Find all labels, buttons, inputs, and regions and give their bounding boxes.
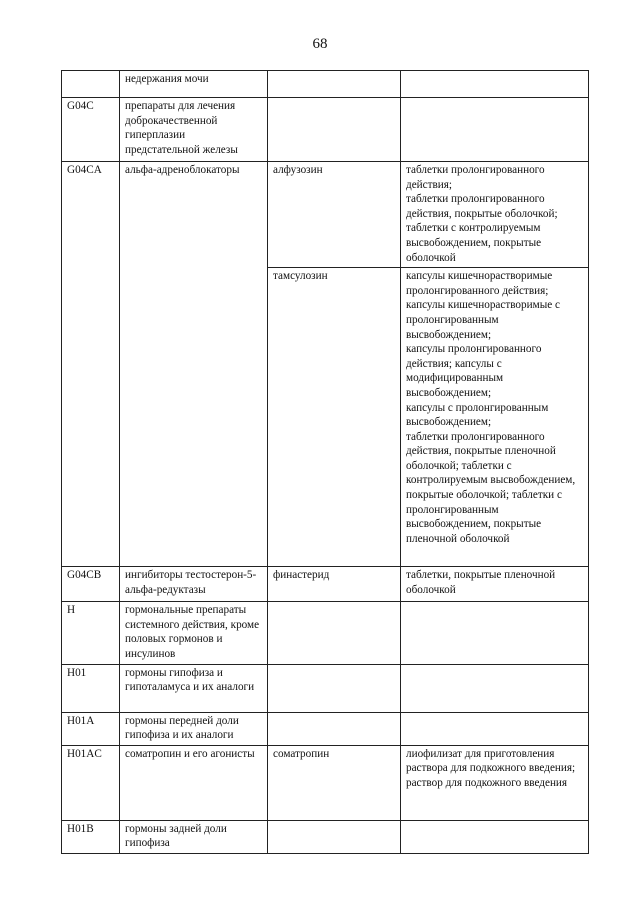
drug-table xyxy=(61,70,589,854)
drug-name-cell: тамсулозин xyxy=(268,268,401,567)
atc-code-cell: H xyxy=(62,602,120,664)
dosage-form-cell xyxy=(401,664,589,712)
drug-name-cell xyxy=(268,664,401,712)
group-name-cell: альфа-адреноблокаторы xyxy=(120,162,268,567)
dosage-form-cell: таблетки, покрытые пленочной оболочкой xyxy=(401,567,589,602)
group-name-cell: недержания мочи xyxy=(120,71,268,98)
table-row xyxy=(62,98,589,162)
dosage-form-cell: лиофилизат для приготовления раствора для подкожного введения; раствор для подкожного введения xyxy=(401,745,589,820)
table-row xyxy=(62,71,589,98)
table-row xyxy=(62,664,589,712)
group-name-cell: соматропин и его агонисты xyxy=(120,745,268,820)
group-name-cell: гормоны передней доли гипофиза и их аналоги xyxy=(120,712,268,745)
atc-code-cell xyxy=(62,71,120,98)
group-name-cell: ингибиторы тестостерон-5-альфа-редуктазы xyxy=(120,567,268,602)
atc-code-cell: G04C xyxy=(62,98,120,162)
table-row xyxy=(62,602,589,664)
atc-code-cell: G04CB xyxy=(62,567,120,602)
dosage-form-cell xyxy=(401,602,589,664)
atc-code-cell: H01AC xyxy=(62,745,120,820)
drug-name-cell xyxy=(268,602,401,664)
group-name-cell: гормоны гипофиза и гипоталамуса и их аналоги xyxy=(120,664,268,712)
atc-code-cell: H01 xyxy=(62,664,120,712)
group-name-cell: препараты для лечения доброкачественной гиперплазии предстательной железы xyxy=(120,98,268,162)
atc-code-cell: G04CA xyxy=(62,162,120,567)
group-name-cell: гормоны задней доли гипофиза xyxy=(120,820,268,853)
drug-name-cell xyxy=(268,712,401,745)
atc-code-cell: H01B xyxy=(62,820,120,853)
dosage-form-cell: капсулы кишечнорастворимые пролонгированного действия; капсулы кишечнорастворимые с пролонгированным высвобождением; капсулы пролонгированного действия; капсулы с модифицированным высвобождением; капсулы с пролонгированным высвобождением; таблетки пролонгированного действия, покрытые пленочной оболочкой; таблетки с контролируемым высвобождением, покрытые оболочкой; таблетки с пролонгированным высвобождением, покрытые пленочной оболочкой xyxy=(401,268,589,567)
table-row xyxy=(62,712,589,745)
dosage-form-cell xyxy=(401,98,589,162)
table-row xyxy=(62,745,589,820)
dosage-form-cell: таблетки пролонгированного действия; таблетки пролонгированного действия, покрытые оболочкой; таблетки с контролируемым высвобождением, покрытые оболочкой xyxy=(401,162,589,268)
dosage-form-cell xyxy=(401,820,589,853)
drug-name-cell xyxy=(268,98,401,162)
group-name-cell: гормональные препараты системного действия, кроме половых гормонов и инсулинов xyxy=(120,602,268,664)
drug-name-cell xyxy=(268,820,401,853)
drug-name-cell xyxy=(268,71,401,98)
drug-name-cell: финастерид xyxy=(268,567,401,602)
table-row xyxy=(62,567,589,602)
page-number: 68 xyxy=(312,36,328,52)
dosage-form-cell xyxy=(401,712,589,745)
table-row xyxy=(62,820,589,853)
drug-name-cell: соматропин xyxy=(268,745,401,820)
drug-name-cell: алфузозин xyxy=(268,162,401,268)
atc-code-cell: H01A xyxy=(62,712,120,745)
table-row xyxy=(62,162,589,268)
dosage-form-cell xyxy=(401,71,589,98)
